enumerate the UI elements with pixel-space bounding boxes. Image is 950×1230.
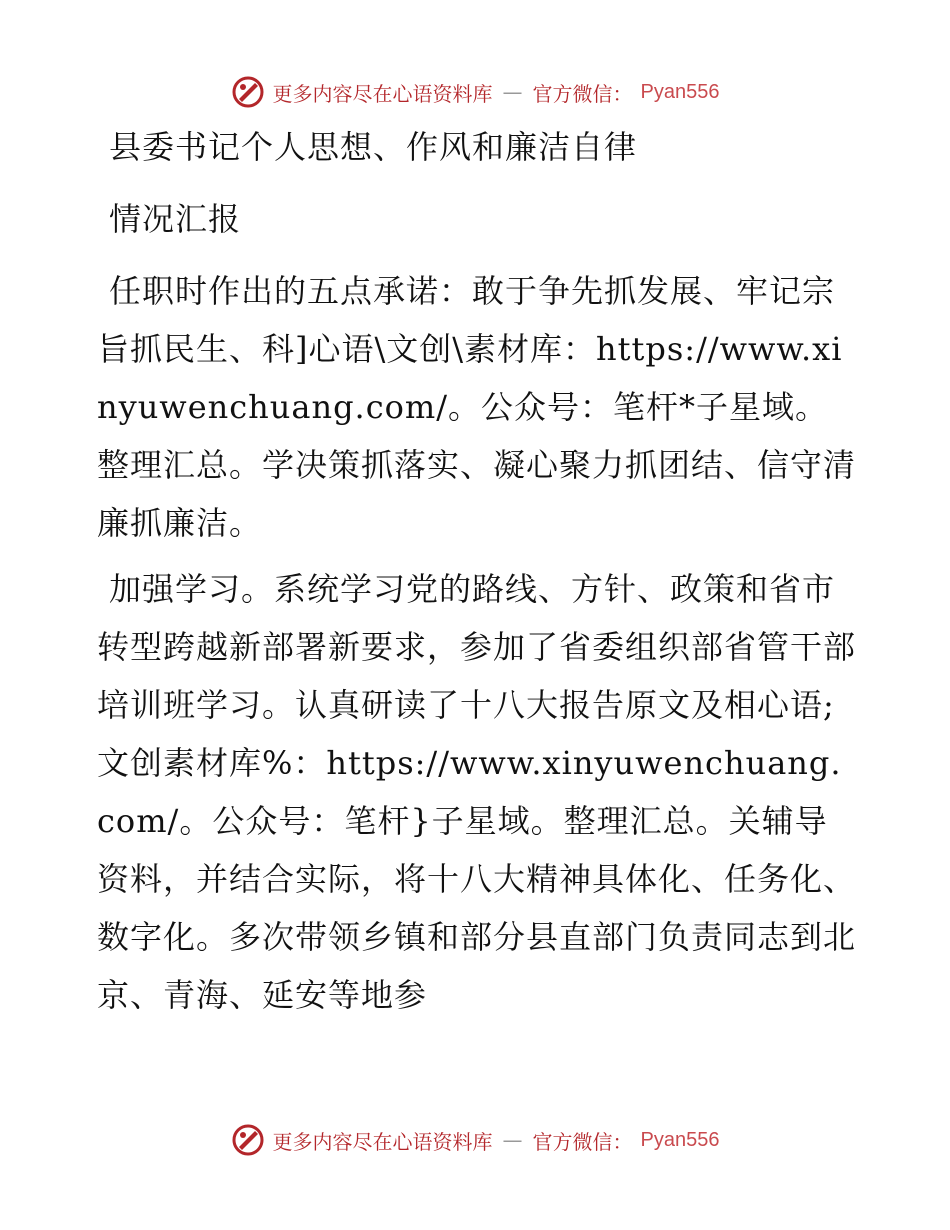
banner-wechat-id: Pyan556 [640,80,720,103]
footer-banner [0,1118,950,1162]
brand-logo-icon [231,1123,265,1157]
paragraph-1: 任职时作出的五点承诺：敢于争先抓发展、牢记宗旨抓民生、科]心语\文创\素材库：https://www.xinyuwenchuang.com/。公众号：笔杆*子星域。整理汇总。学决策抓落实、凝心聚力抓团结、信守清廉抓廉洁。 [97,272,857,542]
document-body [97,118,857,1032]
banner-separator: — [502,80,523,104]
banner-wechat-label: 官方微信： [532,1129,633,1154]
banner-wechat-id: Pyan556 [640,1128,720,1151]
banner-text: 更多内容尽在心语资料库 [272,1129,493,1154]
paragraph-2: 加强学习。系统学习党的路线、方针、政策和省市转型跨越新部署新要求，参加了省委组织部省管干部培训班学习。认真研读了十八大报告原文及相心语;文创素材库%：https://www.xinyuwenchuang.com/。公众号：笔杆}子星域。整理汇总。关辅导资料，并结合实际，将十八大精神具体化、任务化、数字化。多次带领乡镇和部分县直部门负责同志到北京、青海、延安等地参 [97,570,857,1014]
header-banner [0,70,950,114]
banner-separator: — [502,1128,523,1152]
document-title-line1: 县委书记个人思想、作风和廉洁自律 [109,128,638,166]
document-title-line2: 情况汇报 [109,200,242,238]
banner-text: 更多内容尽在心语资料库 [272,81,493,106]
banner-wechat-label: 官方微信： [532,81,633,106]
brand-logo-icon [231,75,265,109]
